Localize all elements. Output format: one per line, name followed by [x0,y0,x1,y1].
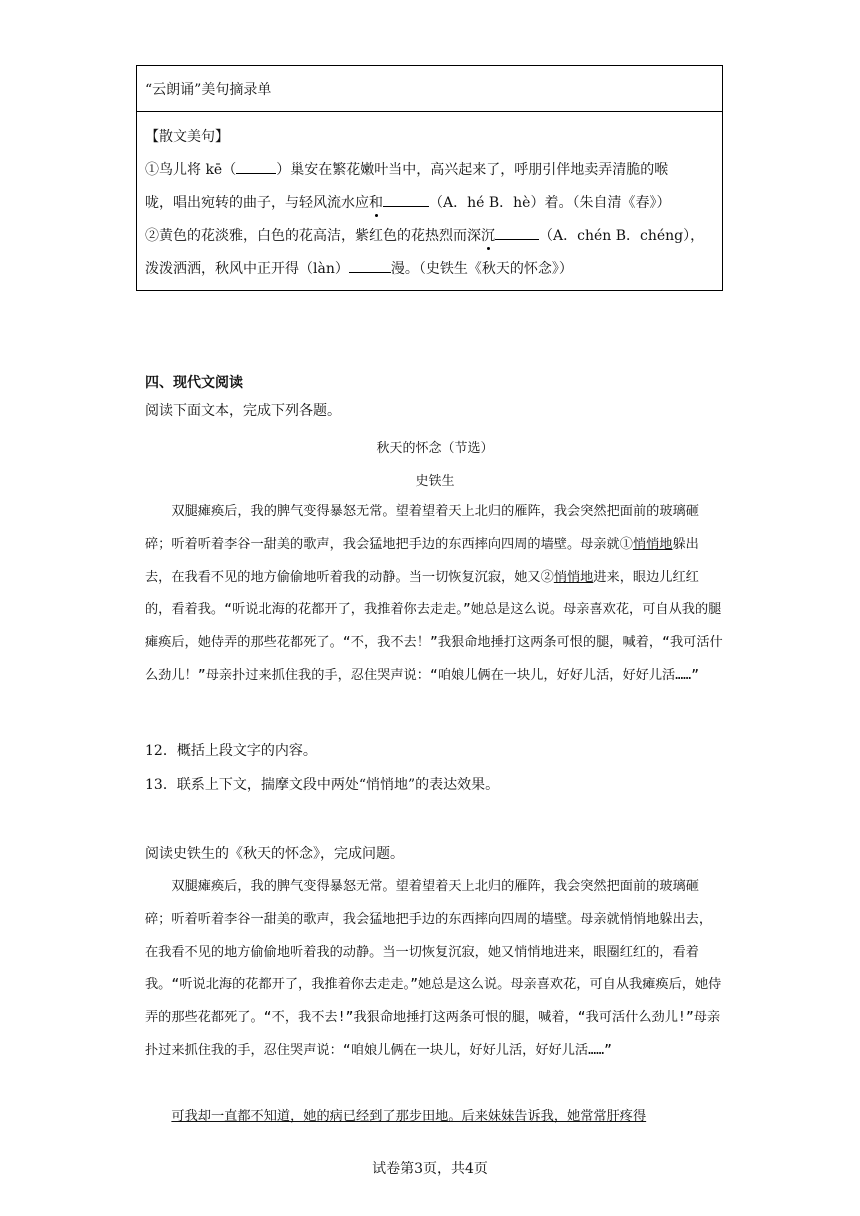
dotted-char-he: 和 [369,195,383,211]
reading2-paragraph-1: 双腿瘫痪后，我的脾气变得暴怒无常。望着望着天上北归的雁阵，我会突然把面前的玻璃砸碎；听着听着李谷一甜美的歌声，我会猛地把手边的东西摔向四周的墙壁。母亲就悄悄地躲出去，在我看不见的地方偷偷地听着我的动静。当一切恢复沉寂，她又悄悄地进来，眼圈红红的，看着我。“听说北海的花都开了，我推着你去走走。”她总是这么说。母亲喜欢花，可自从我瘫痪后，她侍弄的那些花都死了。“不，我不去!”我狠命地捶打这两条可恨的腿，喊着，“我可活什么劲儿!”母亲扑过来抓住我的手，忍住哭声说：“咱娘儿俩在一块儿，好好儿活，好好儿活……” [145,879,722,1058]
answer-blank-ke[interactable] [236,159,276,174]
reading2-instruction: 阅读史铁生的《秋天的怀念》，完成问题。 [145,846,404,862]
passage-author: 史铁生 [415,474,455,489]
underlined-word-2: 悄悄地 [553,569,594,585]
answer-blank-chen[interactable] [495,225,539,240]
answer-blank-lan[interactable] [349,258,391,273]
answer-blank-he[interactable] [383,192,429,207]
page-footer: 试卷第3页，共4页 [372,1161,488,1177]
question-13: 13．联系上下文，揣摩文段中两处“悄悄地”的表达效果。 [145,777,500,793]
sentence-2-line-2: 泼泼洒洒，秋风中正开得（làn） 漫。（史铁生《秋天的怀念》） [145,253,714,286]
question-12: 12．概括上段文字的内容。 [145,743,317,759]
passage-paragraph-1: 双腿瘫痪后，我的脾气变得暴怒无常。望着望着天上北归的雁阵，我会突然把面前的玻璃砸碎；听着听着李谷一甜美的歌声，我会猛地把手边的东西摔向四周的墙壁。母亲就①悄悄地躲出去，在我看不见的地方偷偷地听着我的动静。当一切恢复沉寂，她又②悄悄地进来，眼边儿红红的，看着我。“听说北海的花都开了，我推着你去走走。”她总是这么说。母亲喜欢花，可自从我的腿瘫痪后，她侍弄的那些花都死了。“不，我不去！”我狠命地捶打这两条可恨的腿，喊着，“我可活什么劲儿！”母亲扑过来抓住我的手，忍住哭声说：“咱娘儿俩在一块儿，好好儿活，好好儿活……” [145,504,723,683]
excerpt-box-title: “云朗诵”美句摘录单 [137,66,722,112]
reading2-paragraph-2: 可我却一直都不知道，她的病已经到了那步田地。后来妹妹告诉我，她常常肝疼得 [171,1109,647,1124]
dotted-char-chen: 沉 [481,228,495,244]
reading-instruction: 阅读下面文本，完成下列各题。 [145,403,341,419]
excerpt-box [136,65,723,291]
excerpt-box-body [137,112,722,286]
passage-title: 秋天的怀念（节选） [376,441,494,456]
sentence-1-line-1: ①鸟儿将 kē（ ）巢安在繁花嫩叶当中，高兴起来了，呼朋引伴地卖弄清脆的喉 [145,154,714,187]
underlined-word-1: 悄悄地 [632,536,673,552]
marker-2: ② [540,569,554,585]
section-heading-reading: 四、现代文阅读 [145,375,243,391]
section-heading: 【散文美句】 [145,129,229,145]
sentence-1-line-2: 咙，唱出宛转的曲子，与轻风流水应和 （A．hé B．hè）着。（朱自清《春》） [145,187,714,220]
sentence-2-line-1: ②黄色的花淡雅，白色的花高洁，紫红色的花热烈而深沉 （A．chén B．chéng）， [145,220,714,253]
marker-1: ① [619,536,633,552]
